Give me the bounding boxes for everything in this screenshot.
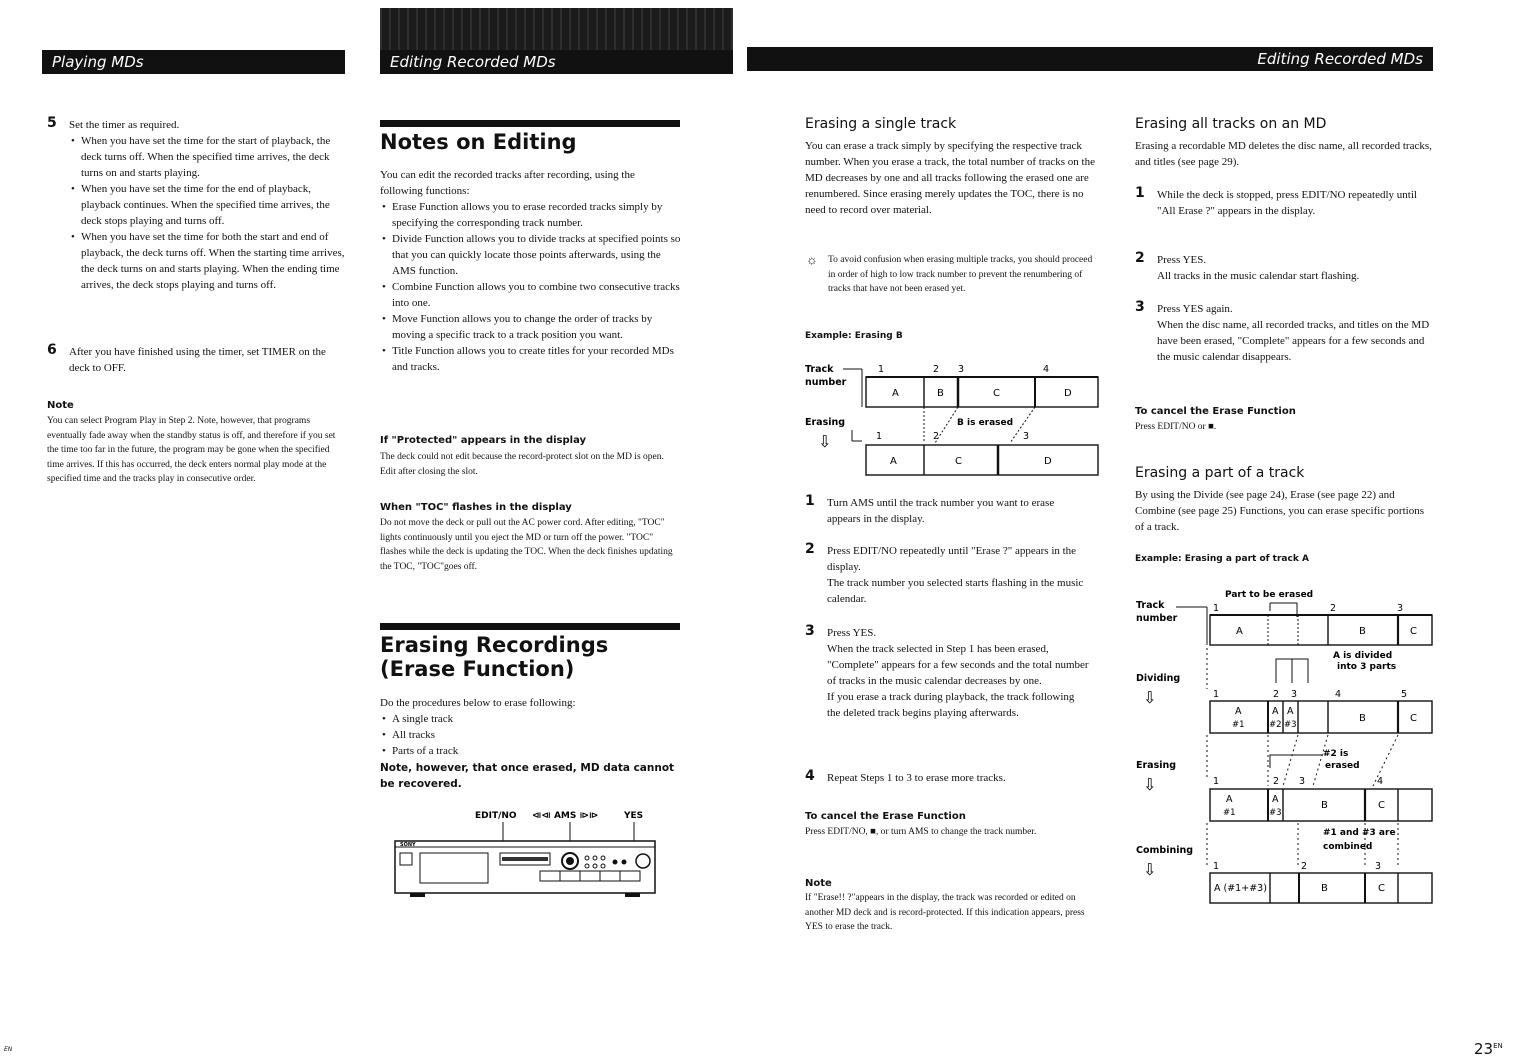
part-track-title: Erasing a part of a track (1135, 465, 1305, 481)
notes-intro: You can edit the recorded tracks after recording, using the following functions: (380, 169, 635, 197)
track-number: 2 (1273, 776, 1280, 787)
track-cell: A (1272, 794, 1279, 805)
list-item: • Move Function allows you to change the order of tracks by moving a specific track to a track position you want. (392, 311, 682, 343)
erased-note: erased (1325, 761, 1360, 771)
erasing-label: Erasing (1136, 760, 1177, 771)
page-number-value: 23 (1474, 1040, 1494, 1058)
list-item: • Title Function allows you to create titles for your recorded MDs and tracks. (392, 343, 682, 375)
track-number: 4 (1377, 776, 1384, 787)
page-number-suffix: EN (1493, 1042, 1503, 1050)
dividing-label: Dividing (1136, 673, 1181, 684)
track-number: 3 (1299, 776, 1306, 787)
number-label: number (1136, 613, 1178, 624)
track-cell: A (1235, 706, 1242, 717)
step-text: Press YES. (1157, 254, 1207, 266)
step-number: 2 (805, 541, 815, 557)
toc-title: When "TOC" flashes in the display (380, 502, 572, 513)
protected-title: If "Protected" appears in the display (380, 435, 587, 446)
ams-label: ⧏⧏ AMS ⧐⧐ (532, 811, 599, 821)
erasing-list (380, 711, 682, 759)
step-subtext: When the disc name, all recorded tracks, and titles on the MD have been erased, "Complete" appears for a few seconds and the music calendar disappears. (1157, 319, 1430, 363)
brand-label: SONY (400, 842, 416, 848)
header-editing-middle (380, 50, 733, 74)
col1-note-text: You can select Program Play in Step 2. Note, however, that programs eventually fade away when the standby status is off, and therefore if you set the time too far in the future, the program may be gone when the specified time arrives. If this has occurred, the deck enters normal play mode at the specified time and the tracks play in consecutive order. (47, 416, 336, 484)
track-number: 2 (933, 431, 940, 442)
track-number: 2 (1301, 861, 1308, 872)
step-text: Press YES. (827, 627, 877, 639)
track-sub: #3 (1269, 808, 1282, 818)
combined-note: #1 and #3 are (1323, 828, 1396, 838)
track-sub: #1 (1232, 720, 1245, 730)
erase-part-diagram (1133, 583, 1438, 908)
single-note-title: Note (805, 878, 832, 889)
header-left-label: Playing MDs (52, 53, 144, 71)
list-item: • Erase Function allows you to erase recorded tracks simply by specifying the corresponding track number. (392, 199, 682, 231)
lightbulb-icon: ☼ (806, 252, 818, 267)
header-middle-label: Editing Recorded MDs (390, 53, 556, 71)
track-cell: B (937, 388, 944, 399)
track-number: 2 (1330, 603, 1337, 614)
erasing-title-line1: Erasing Recordings (380, 633, 609, 657)
list-item: • All tracks (392, 727, 682, 743)
down-arrow-icon: ⇩ (1143, 688, 1157, 707)
step-text: Repeat Steps 1 to 3 to erase more tracks. (827, 772, 1006, 784)
all-tracks-intro: Erasing a recordable MD deletes the disc name, all recorded tracks, and titles (see page 29). (1135, 140, 1432, 168)
track-number: 1 (1213, 861, 1220, 872)
track-number: 1 (1213, 603, 1220, 614)
step-subtext: When the track selected in Step 1 has been erased, "Complete" appears for a few seconds and the total number of tracks in the music calendar decreases by one. (827, 643, 1089, 687)
track-number: 5 (1401, 689, 1408, 700)
track-cell: C (955, 456, 962, 467)
track-cell: A (#1+#3) (1214, 883, 1267, 894)
track-number: 2 (1273, 689, 1280, 700)
track-label: Track (805, 364, 834, 375)
part-track-intro: By using the Divide (see page 24), Erase (see page 22) and Combine (see page 25) Functions, you can erase specific portions of a track. (1135, 489, 1424, 533)
notes-list (380, 199, 682, 375)
track-number: 1 (876, 431, 883, 442)
track-sub: #1 (1223, 808, 1236, 818)
example-erasing-b: Example: Erasing B (805, 331, 903, 341)
down-arrow-icon: ⇩ (1143, 775, 1157, 794)
step-number: 1 (805, 493, 815, 509)
single-note-text: If "Erase!! ?"appears in the display, the track was recorded or edited on another MD deck and is record-protected. If this indication appears, press YES to erase the track. (805, 893, 1085, 932)
track-number: 4 (1335, 689, 1342, 700)
erased-note: #2 is (1323, 749, 1349, 759)
col1-note-title: Note (47, 400, 74, 411)
erase-single-diagram (800, 355, 1105, 480)
list-item: • When you have set the time for the start of playback, the deck turns off. When the specified time arrives, the deck turns on and starts playing. (81, 133, 347, 181)
track-sub: #3 (1284, 720, 1297, 730)
all-cancel-title: To cancel the Erase Function (1135, 406, 1296, 417)
track-sub: #2 (1269, 720, 1282, 730)
notes-title: Notes on Editing (380, 130, 577, 154)
page-number (1474, 1040, 1503, 1058)
header-editing-right (747, 47, 1433, 71)
track-cell: B (1321, 883, 1328, 894)
track-cell: B (1321, 800, 1328, 811)
track-cell: D (1064, 388, 1072, 399)
combined-note: combined (1323, 842, 1373, 852)
md-deck-illustration (390, 805, 675, 905)
list-item: • When you have set the time for both the start and end of playback, the deck turns off. When the starting time arrives, the deck turns on and starts playing. When the ending time arrives, the deck stops playing and turns off. (81, 229, 347, 293)
example-erasing-part: Example: Erasing a part of track A (1135, 554, 1309, 564)
track-number: 4 (1043, 364, 1050, 375)
combining-label: Combining (1136, 845, 1194, 856)
track-number: 3 (958, 364, 965, 375)
divided-note: A is divided (1333, 651, 1393, 661)
track-cell: A (1236, 626, 1243, 637)
header-decorative-band (380, 8, 733, 50)
step-number: 2 (1135, 250, 1145, 266)
list-item: • Divide Function allows you to divide tracks at specified points so that you can quickly locate those points afterwards, using the AMS function. (392, 231, 682, 279)
list-item: • A single track (392, 711, 682, 727)
step-text: Press YES again. (1157, 303, 1233, 315)
single-track-title: Erasing a single track (805, 116, 957, 132)
track-number: 1 (878, 364, 885, 375)
track-cell: C (1410, 626, 1417, 637)
track-cell: C (1410, 713, 1417, 724)
erasing-warning: Note, however, that once erased, MD data cannot be recovered. (380, 762, 675, 790)
track-cell: C (1378, 800, 1385, 811)
erasing-label: Erasing (805, 417, 846, 428)
list-item: • When you have set the time for the end of playback, playback continues. When the specified time arrives, the deck stops playing and turns off. (81, 181, 347, 229)
erased-note: B is erased (957, 418, 1014, 428)
track-cell: D (1044, 456, 1052, 467)
erasing-intro: Do the procedures below to erase following: (380, 697, 576, 709)
divided-note: into 3 parts (1337, 662, 1397, 672)
track-cell: A (1272, 706, 1279, 717)
part-label: Part to be erased (1225, 590, 1314, 600)
step-subtext: If you erase a track during playback, the track following the deleted track begins playing afterwards. (827, 691, 1075, 719)
step-text: Turn AMS until the track number you want to erase appears in the display. (827, 497, 1055, 525)
track-number: 2 (933, 364, 940, 375)
step-text: Set the timer as required. (69, 119, 180, 131)
left-page-mark: EN (4, 1046, 13, 1053)
track-number: 1 (1213, 689, 1220, 700)
track-cell: A (1226, 794, 1233, 805)
number-label: number (805, 377, 847, 388)
step-number: 3 (1135, 299, 1145, 315)
track-number: 3 (1291, 689, 1298, 700)
track-label: Track (1136, 600, 1165, 611)
track-cell: A (1287, 706, 1294, 717)
track-number: 1 (1213, 776, 1220, 787)
yes-label: YES (624, 811, 644, 821)
step-number: 5 (47, 115, 57, 131)
erasing-title-line2: (Erase Function) (380, 657, 575, 681)
tip-text: To avoid confusion when erasing multiple tracks, you should proceed in order of high to low track number to prevent the renumbering of tracks that have not been erased yet. (828, 255, 1093, 294)
track-cell: C (1378, 883, 1385, 894)
step-subtext: All tracks in the music calendar start flashing. (1157, 270, 1360, 282)
step-number: 1 (1135, 185, 1145, 201)
step-number: 3 (805, 623, 815, 639)
erasing-rule (380, 623, 680, 630)
notes-rule (380, 120, 680, 127)
step-text: Press EDIT/NO repeatedly until "Erase ?" appears in the display. (827, 545, 1077, 573)
all-tracks-title: Erasing all tracks on an MD (1135, 116, 1327, 132)
down-arrow-icon: ⇩ (1143, 860, 1157, 879)
track-cell: B (1359, 626, 1366, 637)
toc-text: Do not move the deck or pull out the AC power cord. After editing, "TOC" lights continuously until you eject the MD or turn off the power. "TOC" flashes while the deck is updating the TOC. When the deck finishes updating the TOC, "TOC"goes off. (380, 518, 673, 572)
step-subtext: The track number you selected starts flashing in the music calendar. (827, 577, 1084, 605)
track-cell: B (1359, 713, 1366, 724)
header-right-label: Editing Recorded MDs (1257, 50, 1423, 68)
all-cancel-text: Press EDIT/NO or ■. (1135, 422, 1217, 432)
step-number: 6 (47, 342, 57, 358)
protected-text: The deck could not edit because the record-protect slot on the MD is open. Edit after closing the slot. (380, 452, 664, 477)
track-cell: A (892, 388, 899, 399)
down-arrow-icon: ⇩ (818, 432, 832, 451)
step-text: While the deck is stopped, press EDIT/NO repeatedly until "All Erase ?" appears in the display. (1157, 189, 1417, 217)
header-playing-mds (42, 50, 345, 74)
step-text: After you have finished using the timer, set TIMER on the deck to OFF. (69, 346, 326, 374)
step-number: 4 (805, 768, 815, 784)
editno-label: EDIT/NO (475, 811, 517, 821)
single-track-intro: You can erase a track simply by specifying the respective track number. When you erase a track, the total number of tracks on the MD decreases by one and all tracks following the erased one are renumbered. Since erasing merely updates the TOC, there is no need to record over material. (805, 140, 1095, 216)
track-cell: C (993, 388, 1000, 399)
erasing-title (380, 633, 608, 681)
list-item: • Combine Function allows you to combine two consecutive tracks into one. (392, 279, 682, 311)
single-cancel-text: Press EDIT/NO, ■, or turn AMS to change the track number. (805, 827, 1037, 837)
list-item: • Parts of a track (392, 743, 682, 759)
single-cancel-title: To cancel the Erase Function (805, 811, 966, 822)
track-number: 3 (1023, 431, 1030, 442)
track-cell: A (890, 456, 897, 467)
track-number: 3 (1397, 603, 1404, 614)
track-number: 3 (1375, 861, 1382, 872)
